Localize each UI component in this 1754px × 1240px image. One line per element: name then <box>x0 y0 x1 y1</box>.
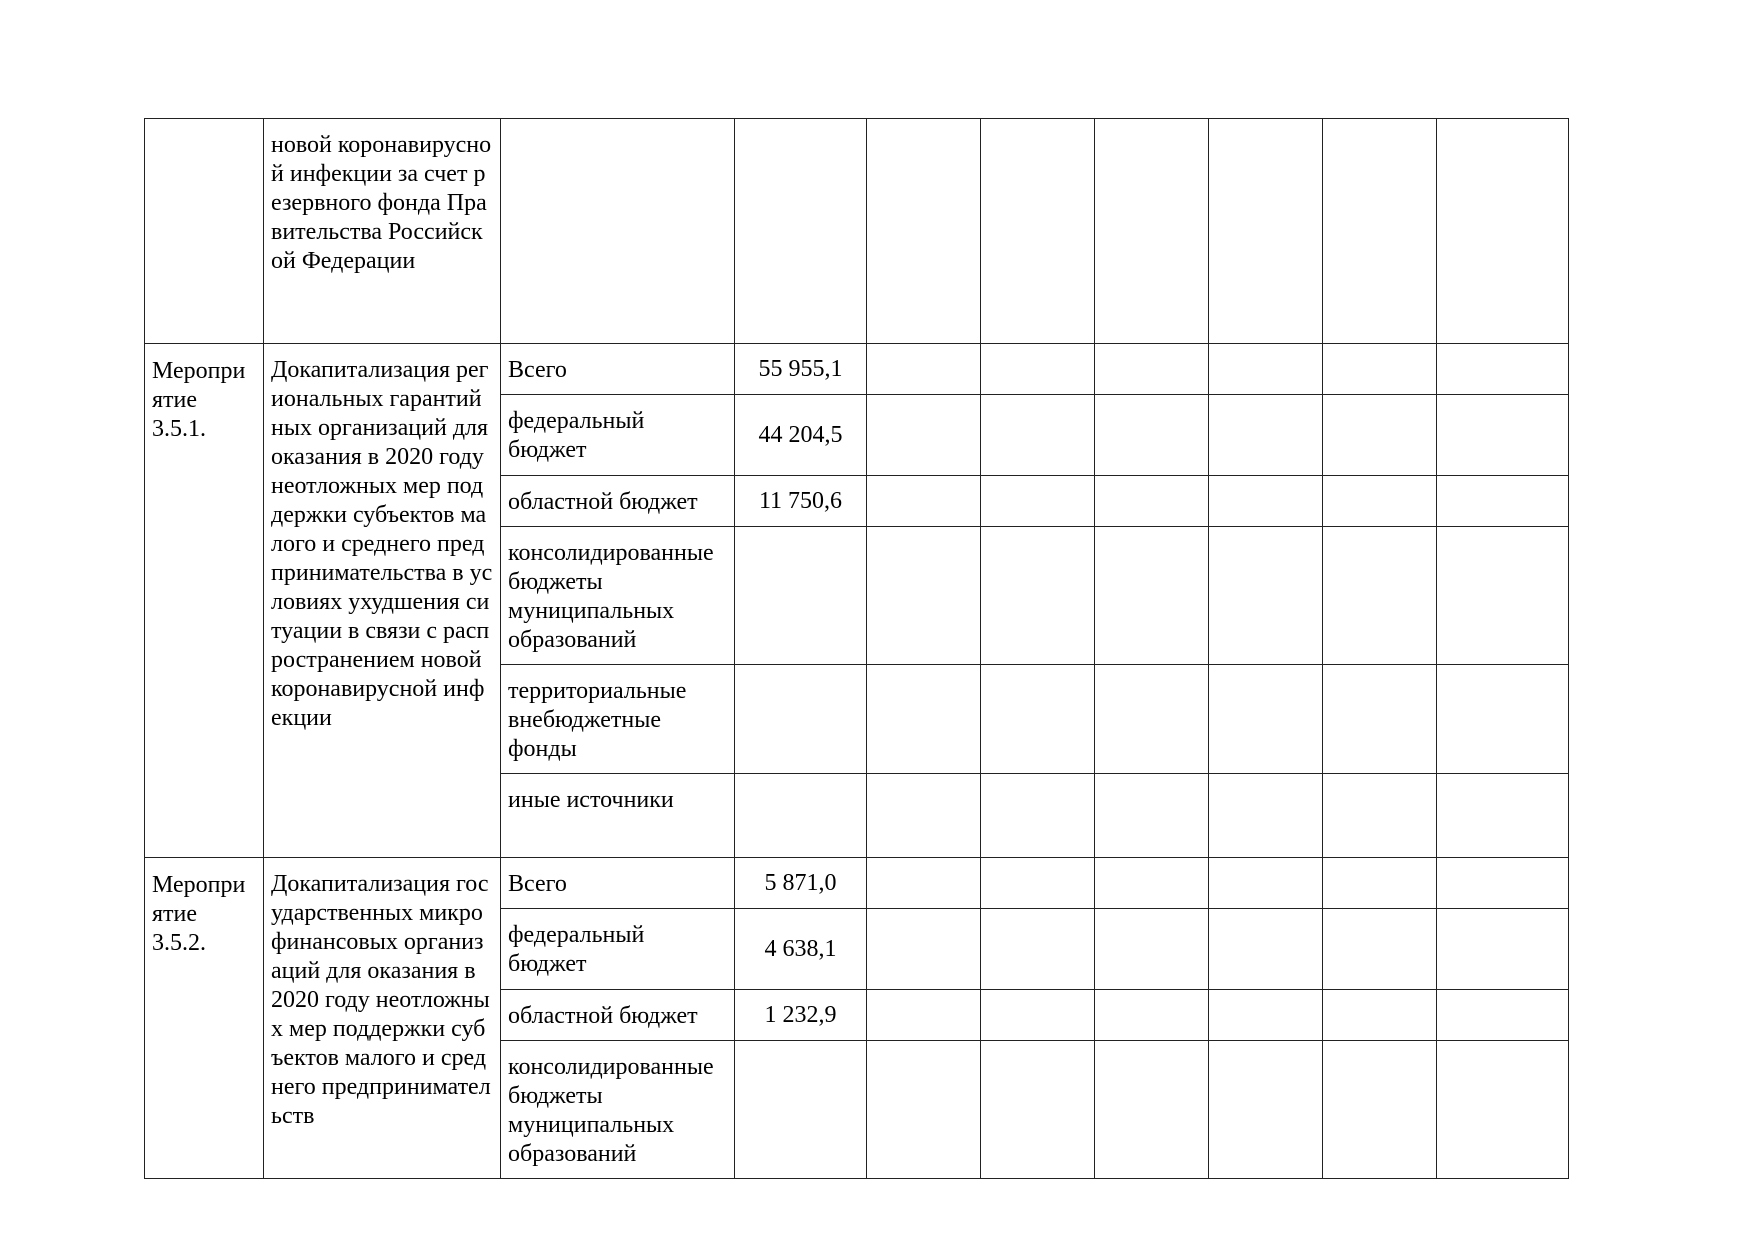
source-cell <box>501 858 735 909</box>
source-name: областной бюджет <box>508 489 698 515</box>
empty-cell <box>1095 665 1209 774</box>
empty-cell <box>1095 119 1209 344</box>
source-value: 5 871,0 <box>764 869 837 896</box>
source-cell <box>501 665 735 774</box>
empty-cell <box>1437 476 1569 527</box>
description-text: Докапитализация региональных гарантийных организаций для оказания в 2020 году неотложных мер поддержки субъектов малого и среднего предпринимательства в условиях ухудшения ситуации в связи с распространением новой коронавирусной инфекции <box>271 357 493 731</box>
empty-cell <box>1095 395 1209 476</box>
source-value: 44 204,5 <box>758 421 843 448</box>
measure-label: Меропри ятие 3.5.1. <box>152 358 246 442</box>
empty-cell <box>867 476 981 527</box>
value-cell <box>735 990 867 1041</box>
empty-cell <box>981 665 1095 774</box>
empty-cell <box>1323 344 1437 395</box>
source-name: территориальные внебюджетные фонды <box>508 678 687 762</box>
source-name: федеральный бюджет <box>508 408 645 463</box>
empty-cell <box>1209 858 1323 909</box>
empty-cell <box>981 344 1095 395</box>
description-cell <box>264 858 501 1179</box>
source-name: консолидированные бюджеты муниципальных образований <box>508 1054 714 1167</box>
empty-cell <box>981 1041 1095 1179</box>
empty-cell <box>1209 665 1323 774</box>
source-cell <box>501 774 735 858</box>
empty-cell <box>1209 527 1323 665</box>
empty-cell <box>981 774 1095 858</box>
empty-cell <box>1323 774 1437 858</box>
empty-cell <box>1095 990 1209 1041</box>
empty-cell <box>981 990 1095 1041</box>
value-cell <box>735 476 867 527</box>
value-cell <box>735 344 867 395</box>
value-cell <box>735 395 867 476</box>
source-cell <box>501 909 735 990</box>
empty-cell <box>1323 990 1437 1041</box>
value-cell <box>735 774 867 858</box>
source-name: Всего <box>508 871 567 897</box>
source-cell <box>501 119 735 344</box>
empty-cell <box>1437 990 1569 1041</box>
value-cell <box>735 119 867 344</box>
empty-cell <box>1437 119 1569 344</box>
table-row <box>145 119 1569 344</box>
description-cell <box>264 344 501 858</box>
source-cell <box>501 395 735 476</box>
empty-cell <box>1095 774 1209 858</box>
value-cell <box>735 665 867 774</box>
source-cell <box>501 1041 735 1179</box>
empty-cell <box>1209 990 1323 1041</box>
empty-cell <box>1095 476 1209 527</box>
empty-cell <box>1437 774 1569 858</box>
source-value: 1 232,9 <box>764 1001 837 1028</box>
empty-cell <box>1323 395 1437 476</box>
empty-cell <box>867 990 981 1041</box>
empty-cell <box>867 395 981 476</box>
empty-cell <box>1437 858 1569 909</box>
source-cell <box>501 344 735 395</box>
empty-cell <box>1437 909 1569 990</box>
description-text: Докапитализация государственных микрофинансовых организаций для оказания в 2020 году неотложных мер поддержки субъектов малого и среднего предпринимательств <box>271 871 491 1129</box>
empty-cell <box>867 858 981 909</box>
empty-cell <box>1323 909 1437 990</box>
table-row <box>145 858 1569 909</box>
source-name: федеральный бюджет <box>508 922 645 977</box>
source-name: областной бюджет <box>508 1003 698 1029</box>
measure-label-cell <box>145 858 264 1179</box>
empty-cell <box>1209 774 1323 858</box>
empty-cell <box>981 395 1095 476</box>
empty-cell <box>981 909 1095 990</box>
empty-cell <box>1437 395 1569 476</box>
empty-cell <box>1437 1041 1569 1179</box>
source-name: иные источники <box>508 787 674 813</box>
empty-cell <box>981 476 1095 527</box>
empty-cell <box>1323 858 1437 909</box>
empty-cell <box>1323 527 1437 665</box>
empty-cell <box>1095 527 1209 665</box>
empty-cell <box>1437 527 1569 665</box>
empty-cell <box>867 344 981 395</box>
empty-cell <box>1323 665 1437 774</box>
budget-table <box>144 118 1569 1179</box>
description-text: новой коронавирусной инфекции за счет резервного фонда Правительства Российской Федерации <box>271 132 492 274</box>
measure-label: Меропри ятие 3.5.2. <box>152 872 246 956</box>
source-name: консолидированные бюджеты муниципальных образований <box>508 540 714 653</box>
source-cell <box>501 527 735 665</box>
empty-cell <box>1209 909 1323 990</box>
empty-cell <box>867 774 981 858</box>
source-value: 55 955,1 <box>758 355 843 382</box>
measure-label-cell <box>145 344 264 858</box>
empty-cell <box>867 1041 981 1179</box>
source-name: Всего <box>508 357 567 383</box>
empty-cell <box>1209 1041 1323 1179</box>
empty-cell <box>1323 1041 1437 1179</box>
empty-cell <box>867 527 981 665</box>
value-cell <box>735 909 867 990</box>
empty-cell <box>1323 119 1437 344</box>
table-row <box>145 344 1569 395</box>
source-value: 11 750,6 <box>758 487 843 514</box>
empty-cell <box>1323 476 1437 527</box>
empty-cell <box>1209 395 1323 476</box>
source-cell <box>501 990 735 1041</box>
value-cell <box>735 858 867 909</box>
empty-cell <box>1209 476 1323 527</box>
empty-cell <box>867 119 981 344</box>
source-cell <box>501 476 735 527</box>
empty-cell <box>1209 344 1323 395</box>
empty-cell <box>981 858 1095 909</box>
empty-cell <box>867 909 981 990</box>
empty-cell <box>981 527 1095 665</box>
source-value: 4 638,1 <box>764 935 837 962</box>
empty-cell <box>1095 1041 1209 1179</box>
empty-cell <box>1095 858 1209 909</box>
empty-cell <box>1095 344 1209 395</box>
empty-cell <box>1437 665 1569 774</box>
empty-cell <box>981 119 1095 344</box>
empty-cell <box>1209 119 1323 344</box>
value-cell <box>735 527 867 665</box>
empty-cell <box>1095 909 1209 990</box>
description-cell <box>264 119 501 344</box>
empty-cell <box>1437 344 1569 395</box>
measure-cell <box>145 119 264 344</box>
value-cell <box>735 1041 867 1179</box>
empty-cell <box>867 665 981 774</box>
